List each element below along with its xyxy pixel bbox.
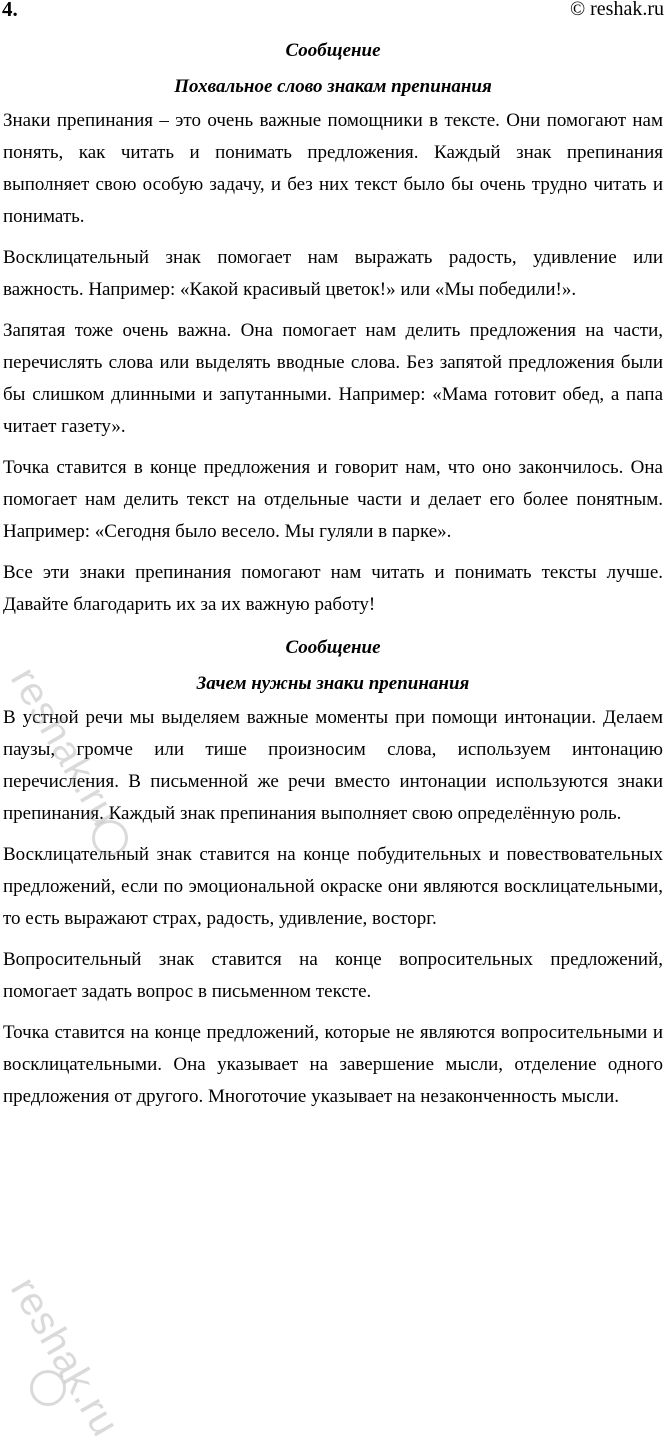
- section-title: Зачем нужны знаки препинания: [196, 673, 470, 694]
- paragraph: Вопросительный знак ставится на конце вопросительных предложений, помогает задать вопрос в письменном тексте.: [3, 949, 663, 1002]
- task-number: 4.: [2, 0, 18, 21]
- document-body: [3, 33, 663, 1122]
- paragraph: Восклицательный знак помогает нам выражать радость, удивление или важность. Например: «Какой красивый цветок!» или «Мы победили!».: [3, 247, 663, 300]
- paragraph: Запятая тоже очень важна. Она помогает нам делить предложения на части, перечислять слова или выделять вводные слова. Без запятой предложения были бы слишком длинными и запутанными. Например: «Мама готовит обед, а папа читает газету».: [3, 320, 663, 437]
- paragraph: Точка ставится на конце предложений, которые не являются вопросительными и восклицательными. Она указывает на завершение мысли, отделение одного предложения от другого. Многоточие указывает на незаконченность мысли.: [3, 1022, 663, 1107]
- watermark: reshak.ru: [1, 1270, 128, 1445]
- section-label: Сообщение: [285, 40, 381, 61]
- paragraph: Восклицательный знак ставится на конце побудительных и повествовательных предложений, если по эмоциональной окраске они являются восклицательными, то есть выражают страх, радость, удивление, восторг.: [3, 844, 663, 929]
- paragraph: Знаки препинания – это очень важные помощники в тексте. Они помогают нам понять, как читать и понимать предложения. Каждый знак препинания выполняет свою особую задачу, и без них текст было бы очень трудно читать и понимать.: [3, 110, 663, 227]
- paragraph: Все эти знаки препинания помогают нам читать и понимать тексты лучше. Давайте благодарить их за их важную работу!: [3, 562, 663, 615]
- paragraph: Точка ставится в конце предложения и говорит нам, что оно закончилось. Она помогает нам делить текст на отдельные части и делает его более понятным. Например: «Сегодня было весело. Мы гуляли в парке».: [3, 457, 663, 542]
- section-label: Сообщение: [285, 637, 381, 658]
- paragraph: В устной речи мы выделяем важные моменты при помощи интонации. Делаем паузы, громче или тише произносим слова, используем интонацию перечисления. В письменной же речи вместо интонации используются знаки препинания. Каждый знак препинания выполняет свою определённую роль.: [3, 707, 663, 824]
- watermark: reshak.ru: [1, 660, 128, 835]
- watermark-copyright-icon: [30, 1370, 66, 1406]
- section-why: [3, 630, 663, 1113]
- section-praise: [3, 33, 663, 621]
- section-title: Похвальное слово знакам препинания: [174, 76, 492, 97]
- site-copyright: © reshak.ru: [569, 0, 664, 20]
